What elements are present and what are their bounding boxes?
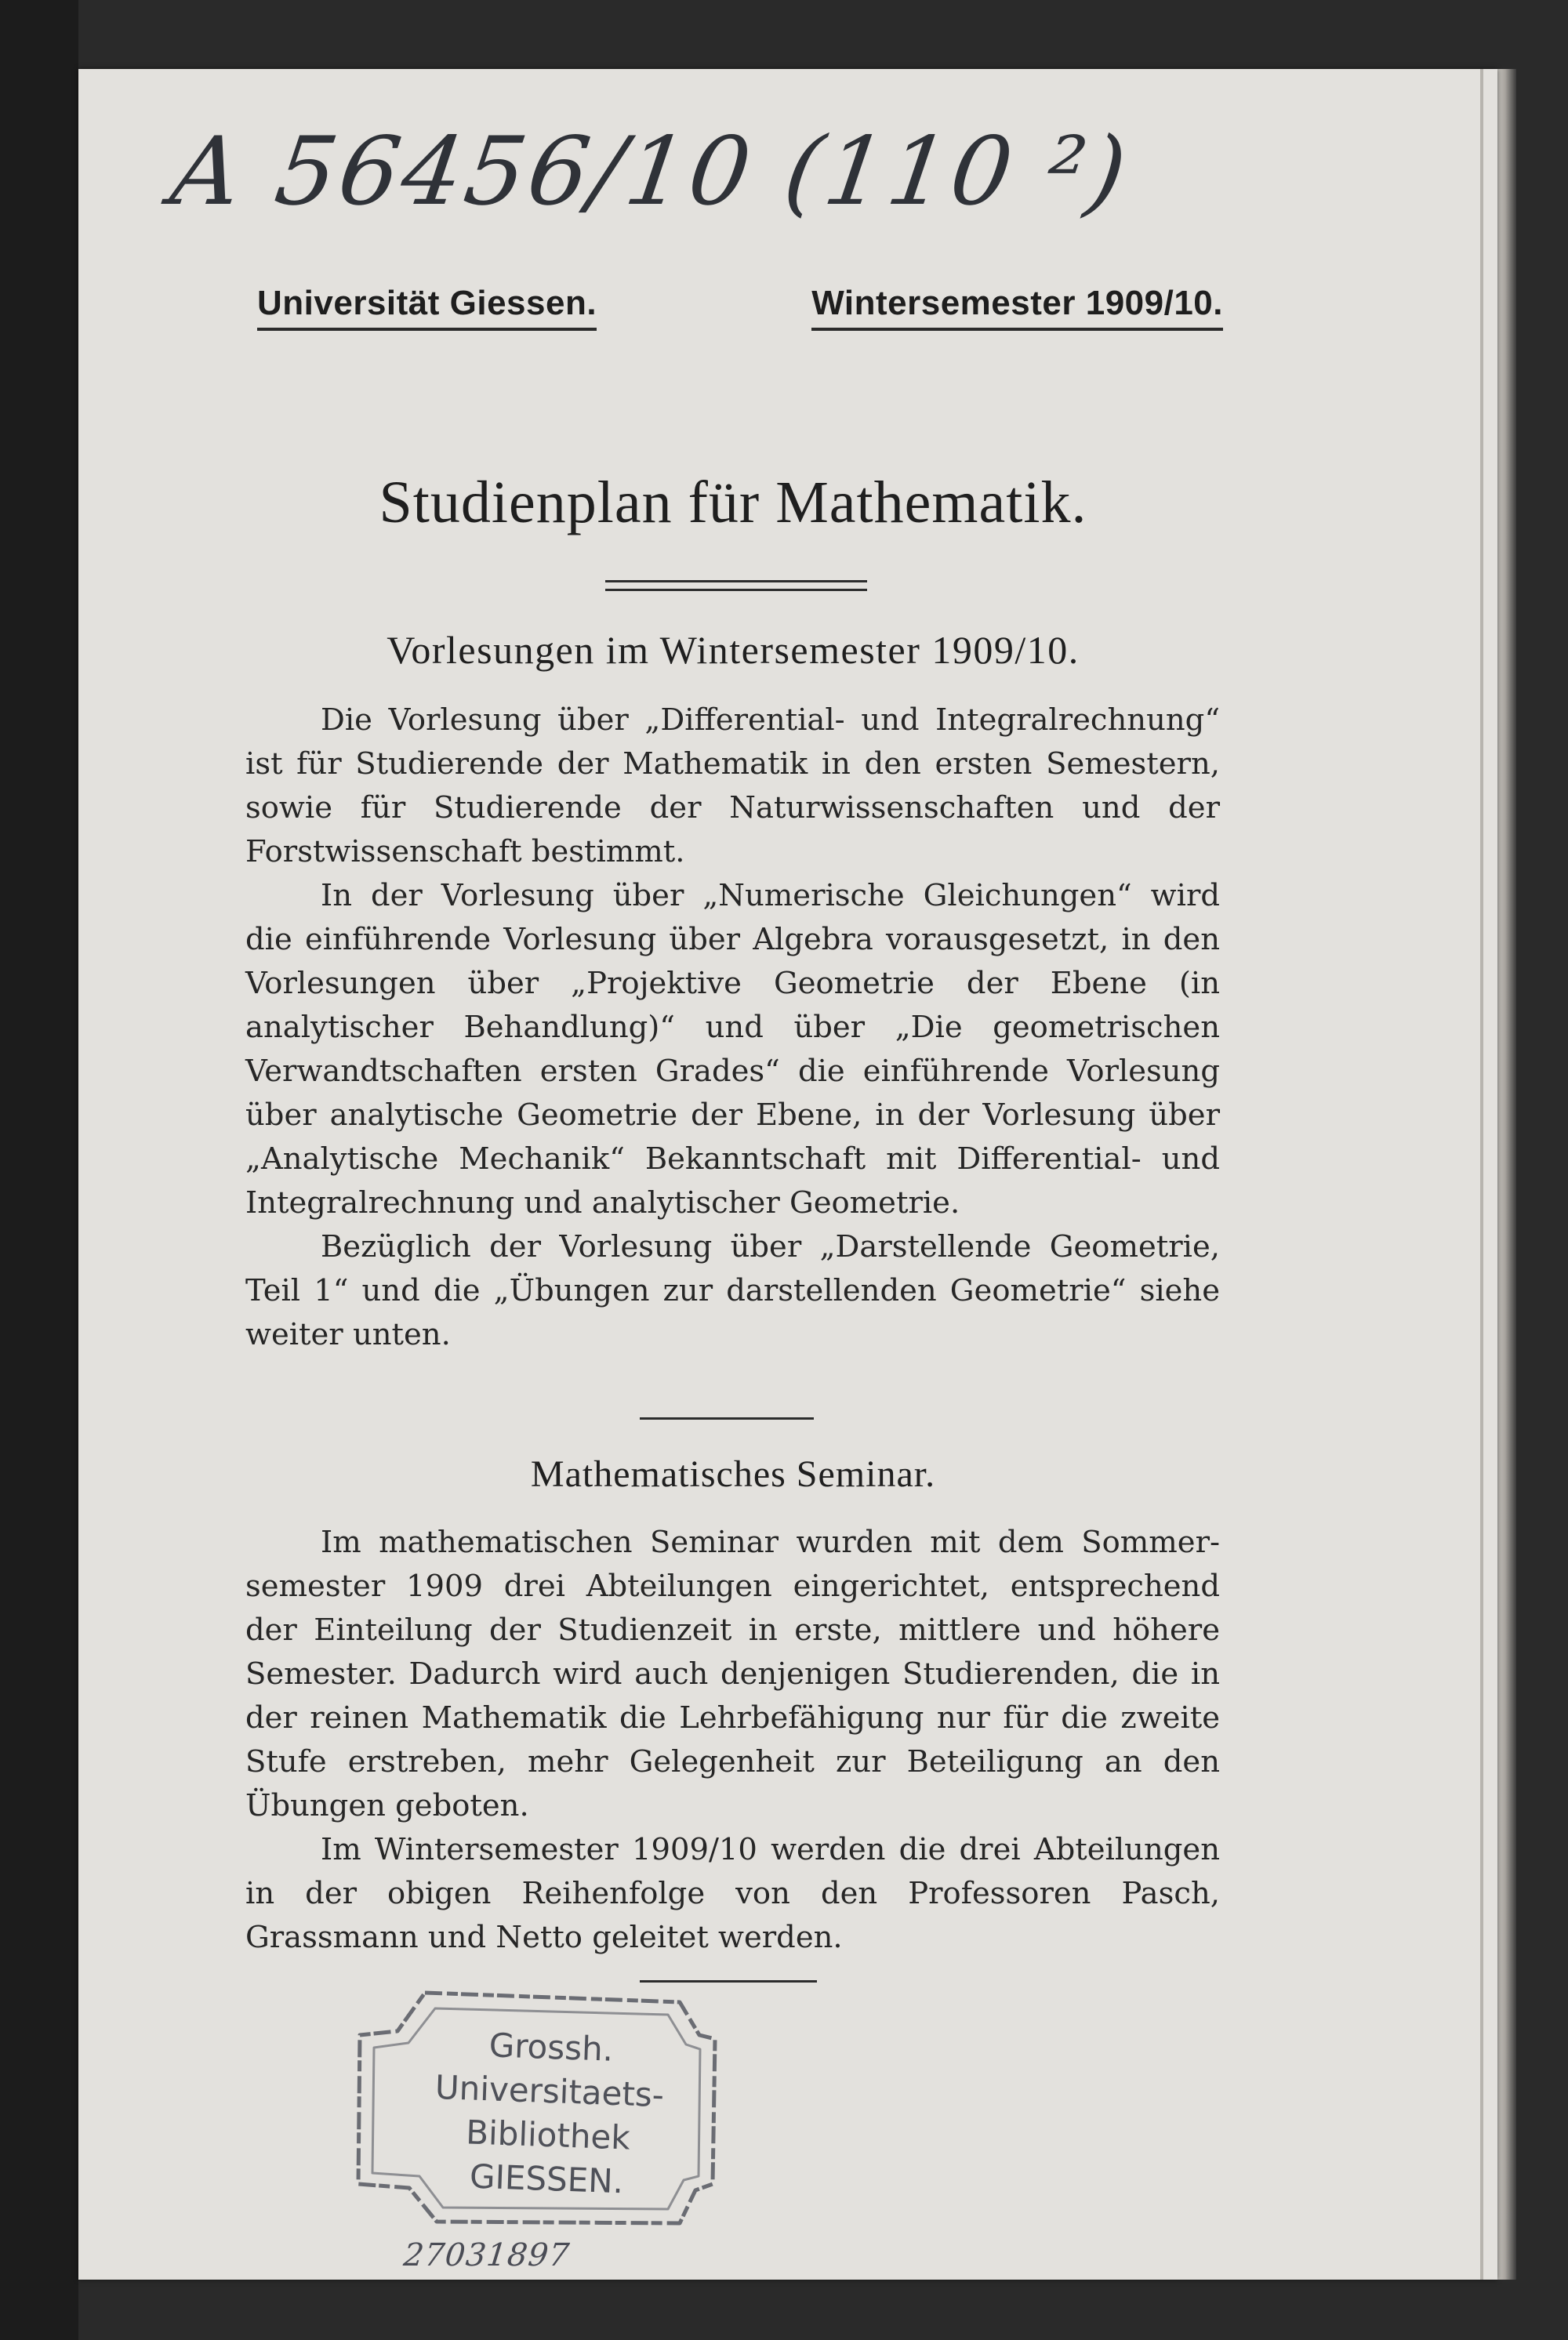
handwritten-shelfmark: A 56456/10 (110 ²) xyxy=(165,118,1136,227)
section1-paragraph-2: In der Vorlesung über „Numerische Gleichungen“ wird die einführende Vorlesung über Algebra vorausgesetzt, in den Vorlesungen über „Projektive Geometrie der Ebene (in analytischer Behandlung)“ und über „Die geometrischen Verwandtschaften ersten Grades“ die einführende Vorlesung über analytische Geometrie der Ebene, in der Vorlesung über „Analytische Mechanik“ Bekanntschaft mit Differential- und Integralrechnung und analytischer Geometrie. xyxy=(245,878,1220,1221)
book-binding xyxy=(0,0,78,2340)
section2-paragraph-1: Im mathematischen Seminar wurden mit dem Sommersemester 1909 drei Abteilungen eingerichtet, entsprechend der Einteilung der Studienzeit in erste, mittlere und höhere Semester. Dadurch wird auch denjenigen Studierenden, die in der reinen Mathematik die Lehrbefähigung nur für die zweite Stufe erstreben, mehr Gelegenheit zur Beteiligung an den Übungen geboten. xyxy=(245,1525,1220,1823)
stamp-line-4: GIESSEN. xyxy=(469,2157,624,2201)
header-semester: Wintersemester 1909/10. xyxy=(811,284,1223,331)
section-divider-1 xyxy=(640,1417,814,1420)
title-double-rule xyxy=(605,580,867,591)
section1-paragraph-3: Bezüglich der Vorlesung über „Darstellende Geometrie, Teil 1“ und die „Übungen zur darstellenden Geometrie“ siehe weiter unten. xyxy=(245,1229,1220,1352)
header-university: Universität Giessen. xyxy=(257,284,597,331)
section2-heading: Mathematisches Seminar. xyxy=(530,1453,936,1495)
page-edge xyxy=(1497,69,1516,2280)
page-title: Studienplan für Mathematik. xyxy=(379,470,1087,535)
section1-body xyxy=(245,698,1220,1357)
section2-paragraph-2: Im Wintersemester 1909/10 werden die drei Abteilungen in der obigen Reihenfolge von den Professoren Pasch, Grassmann und Netto geleitet werden. xyxy=(245,1832,1220,1955)
section2-body xyxy=(245,1521,1220,1960)
stamp-line-1: Grossh. xyxy=(488,2026,614,2069)
section1-paragraph-1: Die Vorlesung über „Differential- und Integralrechnung“ ist für Studierende der Mathematik in den ersten Semestern, sowie für Studierende der Naturwissenschaften und der Forstwissenschaft bestimmt. xyxy=(245,702,1220,869)
stamp-line-2: Universitaets- xyxy=(434,2067,665,2115)
library-stamp-text xyxy=(389,2020,709,2207)
accession-number: 27031897 xyxy=(401,2237,572,2273)
page-stack-line xyxy=(1480,69,1483,2280)
section1-heading: Vorlesungen im Wintersemester 1909/10. xyxy=(387,628,1080,672)
section-divider-2 xyxy=(640,1980,817,1983)
stamp-line-3: Bibliothek xyxy=(465,2113,631,2157)
